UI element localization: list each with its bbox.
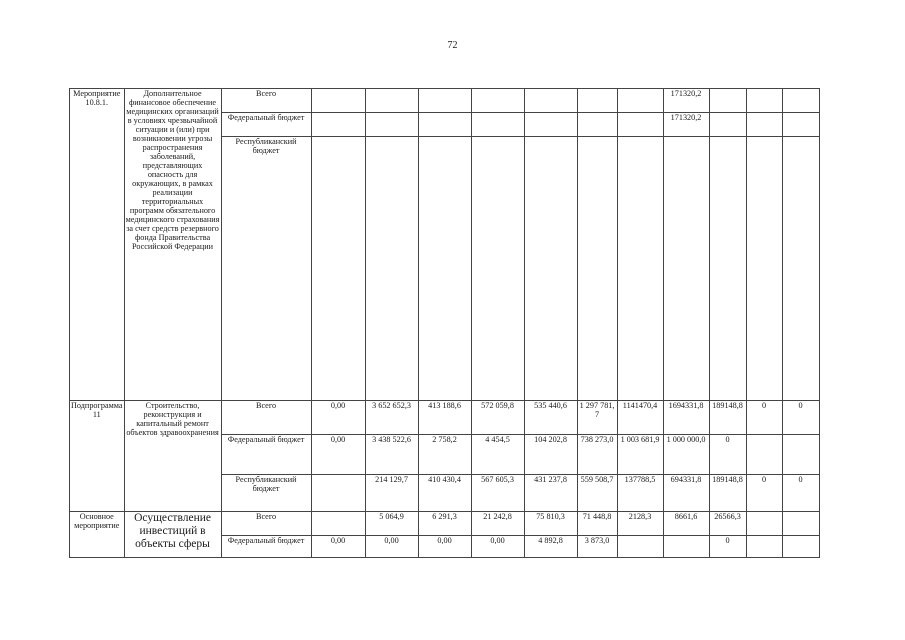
value-cell: 0,00 [365, 536, 418, 558]
value-cell [365, 89, 418, 113]
value-cell: 0 [746, 401, 782, 435]
value-cell: 6 291,3 [418, 512, 471, 536]
value-cell [663, 536, 709, 558]
value-cell: 567 605,3 [471, 475, 524, 512]
value-cell: 572 059,8 [471, 401, 524, 435]
value-cell: 0,00 [311, 401, 365, 435]
funding-source-cell: Республиканский бюджет [221, 475, 311, 512]
value-cell [524, 113, 577, 137]
value-cell: 3 873,0 [577, 536, 617, 558]
value-cell [418, 89, 471, 113]
funding-source-cell: Всего [221, 401, 311, 435]
value-cell [782, 113, 819, 137]
value-cell: 0,00 [418, 536, 471, 558]
value-cell [746, 536, 782, 558]
budget-table [69, 88, 820, 558]
value-cell: 738 273,0 [577, 435, 617, 475]
value-cell [471, 137, 524, 401]
funding-source-cell: Республиканский бюджет [221, 137, 311, 401]
funding-source-cell: Федеральный бюджет [221, 435, 311, 475]
table-row [70, 401, 820, 435]
value-cell: 0,00 [311, 536, 365, 558]
value-cell [524, 137, 577, 401]
value-cell [471, 89, 524, 113]
value-cell [577, 137, 617, 401]
value-cell [577, 89, 617, 113]
value-cell: 431 237,8 [524, 475, 577, 512]
value-cell: 1694331,8 [663, 401, 709, 435]
funding-source-cell: Всего [221, 89, 311, 113]
row-name-cell: Осуществление инвестиций в объекты сферы [124, 512, 221, 558]
value-cell [663, 137, 709, 401]
value-cell: 3 652 652,3 [365, 401, 418, 435]
value-cell: 1 297 781,7 [577, 401, 617, 435]
value-cell [782, 435, 819, 475]
page-number: 72 [447, 40, 458, 51]
value-cell [782, 536, 819, 558]
value-cell: 410 430,4 [418, 475, 471, 512]
value-cell [311, 512, 365, 536]
value-cell: 694331,8 [663, 475, 709, 512]
value-cell [709, 113, 746, 137]
value-cell: 8661,6 [663, 512, 709, 536]
value-cell: 1 003 681,9 [617, 435, 663, 475]
value-cell: 1 000 000,0 [663, 435, 709, 475]
table-row [70, 512, 820, 536]
value-cell: 171320,2 [663, 89, 709, 113]
value-cell [617, 113, 663, 137]
value-cell: 2 758,2 [418, 435, 471, 475]
value-cell [746, 137, 782, 401]
value-cell: 0,00 [311, 435, 365, 475]
funding-source-cell: Всего [221, 512, 311, 536]
value-cell: 214 129,7 [365, 475, 418, 512]
value-cell [746, 113, 782, 137]
table-row [70, 89, 820, 113]
value-cell [617, 89, 663, 113]
value-cell: 535 440,6 [524, 401, 577, 435]
value-cell: 4 454,5 [471, 435, 524, 475]
value-cell: 75 810,3 [524, 512, 577, 536]
funding-source-cell: Федеральный бюджет [221, 536, 311, 558]
value-cell [782, 137, 819, 401]
row-name-cell: Дополнительное финансовое обеспечение медицинских организаций в условиях чрезвычайной ситуации и (или) при возникновении угрозы распространения заболеваний, представляющих опасность для окружающих, в рамках реализации территориальных программ обязательного медицинского страхования за счет средств резервного фонда Правительства Российской Федерации [124, 89, 221, 401]
value-cell [782, 512, 819, 536]
value-cell: 4 892,8 [524, 536, 577, 558]
row-kind-cell: Подпрограмма 11 [70, 401, 125, 512]
value-cell: 2128,3 [617, 512, 663, 536]
funding-source-cell: Федеральный бюджет [221, 113, 311, 137]
value-cell [471, 113, 524, 137]
row-name-cell: Строительство, реконструкция и капитальный ремонт объектов здравоохранения [124, 401, 221, 512]
value-cell [746, 435, 782, 475]
value-cell: 559 508,7 [577, 475, 617, 512]
value-cell [418, 113, 471, 137]
row-kind-cell: Мероприятие 10.8.1. [70, 89, 125, 401]
value-cell [418, 137, 471, 401]
value-cell: 137788,5 [617, 475, 663, 512]
value-cell: 21 242,8 [471, 512, 524, 536]
value-cell [365, 113, 418, 137]
value-cell: 0 [709, 536, 746, 558]
value-cell: 1141470,4 [617, 401, 663, 435]
value-cell: 104 202,8 [524, 435, 577, 475]
value-cell: 0 [709, 435, 746, 475]
value-cell [709, 89, 746, 113]
value-cell [524, 89, 577, 113]
value-cell: 0 [746, 475, 782, 512]
value-cell [709, 137, 746, 401]
value-cell: 26566,3 [709, 512, 746, 536]
value-cell: 71 448,8 [577, 512, 617, 536]
value-cell [746, 512, 782, 536]
value-cell [617, 536, 663, 558]
value-cell [311, 137, 365, 401]
value-cell: 0 [782, 401, 819, 435]
value-cell [311, 113, 365, 137]
value-cell: 189148,8 [709, 475, 746, 512]
value-cell [746, 89, 782, 113]
value-cell: 5 064,9 [365, 512, 418, 536]
value-cell [782, 89, 819, 113]
value-cell: 171320,2 [663, 113, 709, 137]
row-kind-cell: Основное мероприятие [70, 512, 125, 558]
value-cell [617, 137, 663, 401]
value-cell [577, 113, 617, 137]
value-cell [311, 89, 365, 113]
value-cell: 0 [782, 475, 819, 512]
value-cell: 3 438 522,6 [365, 435, 418, 475]
value-cell [311, 475, 365, 512]
value-cell: 189148,8 [709, 401, 746, 435]
value-cell: 413 188,6 [418, 401, 471, 435]
value-cell: 0,00 [471, 536, 524, 558]
value-cell [365, 137, 418, 401]
